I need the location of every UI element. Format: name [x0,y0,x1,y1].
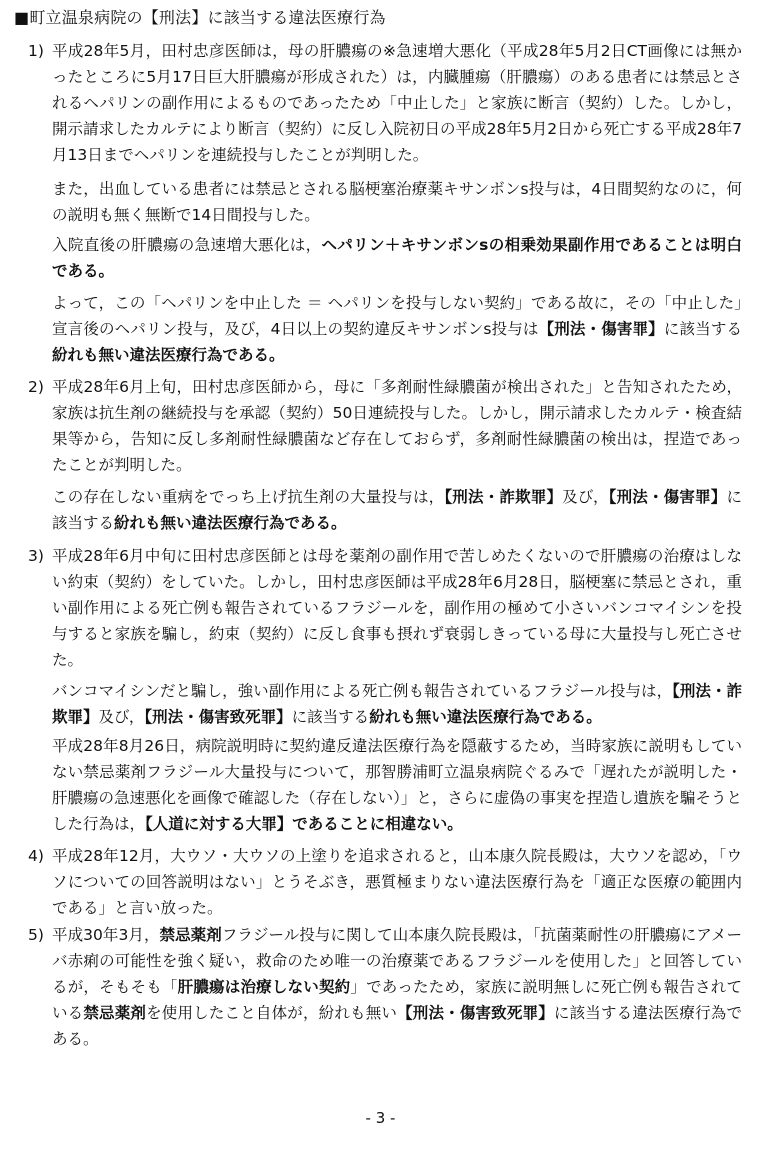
paragraph [52,733,742,837]
body-text: 平成28年8月26日，病院説明時に契約違反違法医療行為を隠蔽するため，当時家族に説明もしていない禁忌薬剤フラジール大量投与について，那智勝浦町立温泉病院ぐるみで「遅れたが説明した・肝膿瘍の急速悪化を画像で確認した（存在しない）」と，さらに虚偽の事実を捏造し遺族を騙そうとした行為は， [52,737,742,833]
paragraph [52,176,742,228]
paragraph [52,484,742,536]
item-number: 4) [28,847,44,865]
paragraph [52,232,742,284]
body-text: 平成28年6月上旬，田村忠彦医師から，母に「多剤耐性緑膿菌が検出された」と告知されたため，家族は抗生剤の継続投与を承認（契約）50日連続投与した。しかし，開示請求したカルテ・検査結果等から，告知に反し多剤耐性緑膿菌など存在しておらず，多剤耐性緑膿菌の検出は，捏造であったことが判明した。 [52,378,742,474]
body-text: 及び， [98,708,145,726]
item-number: 5) [28,926,44,944]
page-number: - 3 - [365,1109,396,1127]
emphasis-text: 【刑法・詐欺罪】 [52,682,742,726]
item-number: 1) [28,42,44,60]
paragraph [52,290,742,368]
paragraph [52,38,742,168]
body-text: 平成28年6月中旬に田村忠彦医師とは母を薬剤の副作用で苦しめたくないので肝膿瘍の治療はしない約束（契約）をしていた。しかし，田村忠彦医師は平成28年6月28日，脳梗塞に禁忌とされ，重い副作用による死亡例も報告されているフラジールを，副作用の極めて小さいバンコマイシンを投与すると家族を騙し，約束（契約）に反し食事も摂れず衰弱しきっている母に大量投与し死亡させた。 [52,547,742,669]
body-text: 」であったため，家族に説明無しに死亡例も報告されている [52,978,742,1022]
emphasis-text: 【刑法・傷害致死罪】 [397,1004,554,1022]
emphasis-text: 【刑法・傷害罪】 [608,488,727,506]
emphasis-text: 紛れも無い違法医療行為である。 [369,708,602,726]
body-text: を使用したこと自体が，紛れも無い [146,1004,398,1022]
body-text: また，出血している患者には禁忌とされる脳梗塞治療薬キサンボンs投与は，4日間契約なのに，何の説明も無く無断で14日間投与した。 [52,180,742,224]
emphasis-text: 【刑法・傷害致死罪】 [144,708,292,726]
body-text: に該当する [52,488,742,532]
paragraph [52,374,742,478]
emphasis-text: 禁忌薬剤 [83,1004,147,1022]
body-text: 平成28年5月，田村忠彦医師は，母の肝膿瘍の※急速増大悪化（平成28年5月2日CT画像には無かったところに5月17日巨大肝膿瘍が形成された）は，内臓腫瘍（肝膿瘍）のある患者には禁忌とされるヘパリンの副作用によるものであったため「中止した」と家族に断言（契約）した。しかし，開示請求したカルテにより断言（契約）に反し入院初日の平成28年5月2日から死亡する平成28年7月13日までヘパリンを連続投与したことが判明した。 [52,42,742,164]
paragraph [52,843,742,921]
body-text: 平成28年12月，大ウソ・大ウソの上塗りを追求されると，山本康久院長殿は，大ウソを認め，「ウソについての回答説明はない」とうそぶき，悪質極まりない違法医療行為を「適正な医療の範囲内である」と言い放った。 [52,847,742,917]
emphasis-text: 紛れも無い違法医療行為である。 [52,346,285,364]
emphasis-text: ヘパリン＋キサンボンsの相乗効果副作用であることは明白である。 [52,236,742,280]
item-number: 2) [28,378,44,396]
body-text: この存在しない重病をでっち上げ抗生剤の大量投与は， [52,488,445,506]
body-text: バンコマイシンだと騙し，強い副作用による死亡例も報告されているフラジール投与は， [52,682,673,700]
paragraph [52,922,742,1052]
emphasis-text: 【人道に対する大罪】であることに相違ない。 [145,815,463,833]
body-text: 入院直後の肝膿瘍の急速増大悪化は， [52,236,322,254]
emphasis-text: 紛れも無い違法医療行為である。 [114,514,347,532]
emphasis-text: 肝膿瘍は治療しない契約 [177,978,351,996]
body-text: 及び， [562,488,609,506]
emphasis-text: 禁忌薬剤 [159,926,222,944]
paragraph [52,678,742,730]
emphasis-text: 【刑法・傷害罪】 [538,320,664,338]
paragraph [52,543,742,673]
body-text: に該当する違法医療行為である。 [52,1004,742,1048]
body-text: よって，この「ヘパリンを中止した ＝ ヘパリンを投与しない契約」である故に，その「中止した」宣言後のヘパリン投与，及び，4日以上の契約違反キサンボンs投与は [52,294,742,338]
body-text: に該当する [663,320,742,338]
page-heading: ■町立温泉病院の【刑法】に該当する違法医療行為 [14,8,386,27]
body-text: フラジール投与に関して山本康久院長殿は，「抗菌薬耐性の肝膿瘍にアメーバ赤痢の可能性を強く疑い，救命のため唯一の治療薬であるフラジールを使用した」と回答しているが，そもそも「 [52,926,742,996]
body-text: 平成30年3月， [52,926,160,944]
emphasis-text: 【刑法・詐欺罪】 [444,488,563,506]
item-number: 3) [28,547,44,565]
body-text: に該当する [291,708,370,726]
